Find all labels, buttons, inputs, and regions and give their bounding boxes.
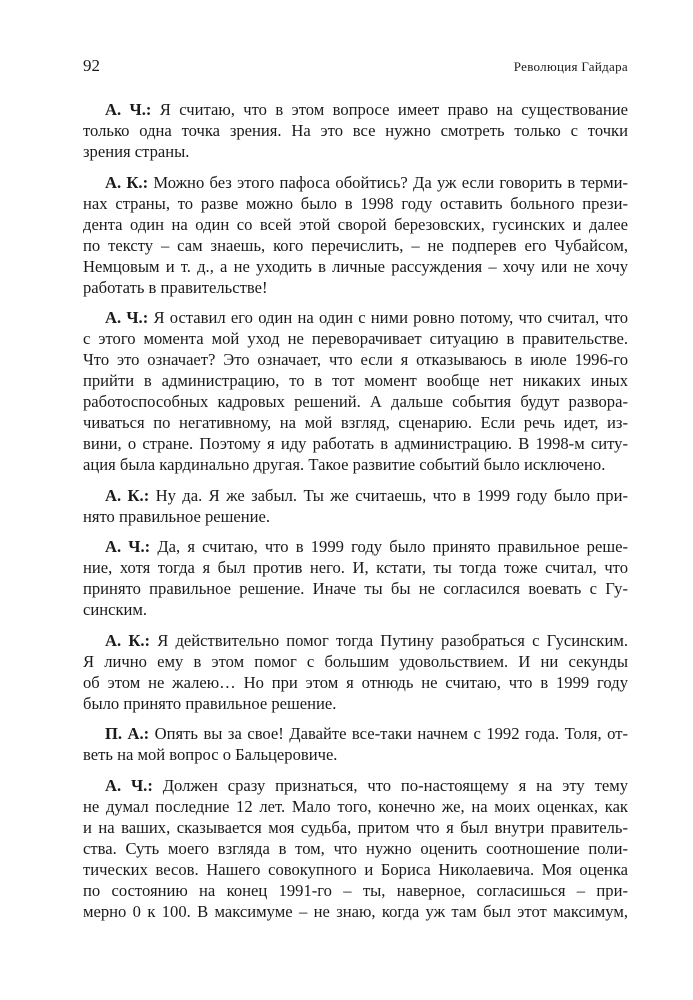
line-text: Я оставил его один на один с ними ровно потому, что считал, что: [148, 308, 628, 327]
text-line: [83, 557, 628, 578]
text-line: [83, 796, 628, 817]
text-line: [83, 349, 628, 370]
line-text: Можно без этого пафоса обойтись? Да уж если говорить в терми-: [148, 172, 628, 192]
line-text: Немцовым и т. д., а не уходить в личные рассуждения – хочу или не хочу: [83, 256, 628, 276]
line-text: Я считаю, что в этом вопросе имеет право на существование: [151, 100, 628, 119]
line-text: синским.: [83, 600, 148, 619]
text-line: [83, 723, 628, 744]
text-line: [83, 693, 628, 714]
text-line: [83, 412, 628, 433]
line-text: ация была кардинально другая. Такое развитие событий было исключено.: [83, 455, 606, 474]
line-text: Что это означает? Это означает, что если я отказываюсь в июле 1996-го: [83, 350, 628, 369]
dialogue-paragraph: [83, 775, 628, 922]
text-line: [83, 672, 628, 693]
text-line: [83, 651, 628, 672]
dialogue-paragraph: [83, 630, 628, 714]
line-text: Я лично ему в этом помог с большим удовольствием. И ни секунды: [83, 651, 628, 671]
line-text: вини, о стране. Поэтому я иду работать в администрацию. В 1998-м ситу-: [83, 434, 628, 453]
line-text: ства. Суть моего взгляда в том, что нужно оценить соотношение поли-: [83, 838, 628, 858]
text-line: [83, 214, 628, 235]
line-text: об этом не жалею… Но при этом я отнюдь не считаю, что в 1999 году: [83, 672, 628, 692]
text-line: [83, 193, 628, 214]
line-text: дента один на один со всей этой сворой березовских, гусинских и далее: [83, 214, 628, 234]
dialogue-paragraph: [83, 99, 628, 162]
text-line: [83, 172, 628, 193]
line-text: по тексту – сам знаешь, кого перечислить, – не подперев его Чубайсом,: [83, 235, 628, 255]
text-line: [83, 454, 628, 475]
text-line: [83, 599, 628, 620]
dialogue-paragraph: [83, 172, 628, 298]
line-text: было принято правильное решение.: [83, 693, 337, 713]
speaker-label: А. К.:: [105, 172, 149, 192]
text-line: [83, 307, 628, 328]
line-text: работоспособных кадровых решений. А дальше события будут развора-: [83, 392, 628, 411]
page-number: 92: [83, 56, 100, 75]
text-line: [83, 485, 628, 506]
text-line: [83, 506, 628, 527]
text-line: [83, 256, 628, 277]
text-line: [83, 391, 628, 412]
text-line: [83, 578, 628, 599]
text-line: [83, 328, 628, 349]
speaker-label: А. Ч.:: [105, 308, 149, 327]
line-text: веть на мой вопрос о Бальцеровиче.: [83, 745, 338, 764]
text-line: [83, 141, 628, 162]
speaker-label: А. Ч.:: [105, 775, 153, 795]
text-line: [83, 433, 628, 454]
dialogue-paragraph: [83, 536, 628, 620]
text-line: [83, 744, 628, 765]
text-line: [83, 817, 628, 838]
line-text: и на ваших, сказывается моя судьба, притом что я был внутри правитель-: [83, 817, 628, 837]
dialogue-paragraph: [83, 485, 628, 527]
line-text: не думал последние 12 лет. Мало того, конечно же, на моих оценках, как: [83, 796, 628, 816]
text-line: [83, 370, 628, 391]
line-text: по состоянию на конец 1991-го – ты, наверное, согласишься – при-: [83, 880, 628, 900]
line-text: Опять вы за свое! Давайте все-таки начнем с 1992 года. Толя, от-: [149, 724, 628, 743]
text-line: [83, 120, 628, 141]
line-text: тических весов. Нашего совокупного и Бориса Николаевича. Моя оценка: [83, 859, 628, 879]
speaker-label: А. Ч.:: [105, 537, 151, 556]
line-text: Должен сразу признаться, что по-настоящему я на эту тему: [152, 775, 628, 795]
text-line: [83, 99, 628, 120]
line-text: Ну да. Я же забыл. Ты же считаешь, что в 1999 году было при-: [149, 485, 628, 505]
text-line: [83, 880, 628, 901]
line-text: нято правильное решение.: [83, 506, 271, 526]
speaker-label: А. К.:: [105, 485, 150, 505]
line-text: мерно 0 к 100. В максимуме – не знаю, когда уж там был этот максимум,: [83, 901, 628, 921]
text-line: [83, 859, 628, 880]
running-title: Революция Гайдара: [513, 59, 628, 74]
line-text: зрения страны.: [83, 142, 190, 161]
text-line: [83, 536, 628, 557]
body-text: [83, 99, 628, 931]
speaker-label: П. А.:: [105, 724, 150, 743]
line-text: чиваться по негативному, на мой взгляд, сценарию. Если речь идет, из-: [83, 413, 628, 432]
line-text: Да, я считаю, что в 1999 году было принято правильное реше-: [150, 537, 628, 556]
text-line: [83, 775, 628, 796]
text-line: [83, 901, 628, 922]
dialogue-paragraph: [83, 723, 628, 765]
line-text: нах страны, то разве можно было в 1998 году оставить больного прези-: [83, 193, 628, 213]
text-line: [83, 838, 628, 859]
text-line: [83, 235, 628, 256]
text-line: [83, 277, 628, 298]
line-text: только одна точка зрения. На это все нужно смотреть только с точки: [83, 121, 628, 140]
speaker-label: А. К.:: [105, 630, 151, 650]
text-line: [83, 630, 628, 651]
line-text: Я действительно помог тогда Путину разобраться с Гусинским.: [150, 630, 628, 650]
line-text: работать в правительстве!: [83, 277, 268, 297]
line-text: принято правильное решение. Иначе ты бы не согласился воевать с Гу-: [83, 579, 628, 598]
dialogue-paragraph: [83, 307, 628, 475]
line-text: прийти в администрацию, то в тот момент вообще нет никаких иных: [83, 371, 628, 390]
line-text: с этого момента мой уход не переворачивает ситуацию в правительстве.: [83, 329, 628, 348]
speaker-label: А. Ч.:: [105, 100, 152, 119]
line-text: ние, хотя тогда я был против него. И, кстати, ты тогда тоже считал, что: [83, 558, 628, 577]
